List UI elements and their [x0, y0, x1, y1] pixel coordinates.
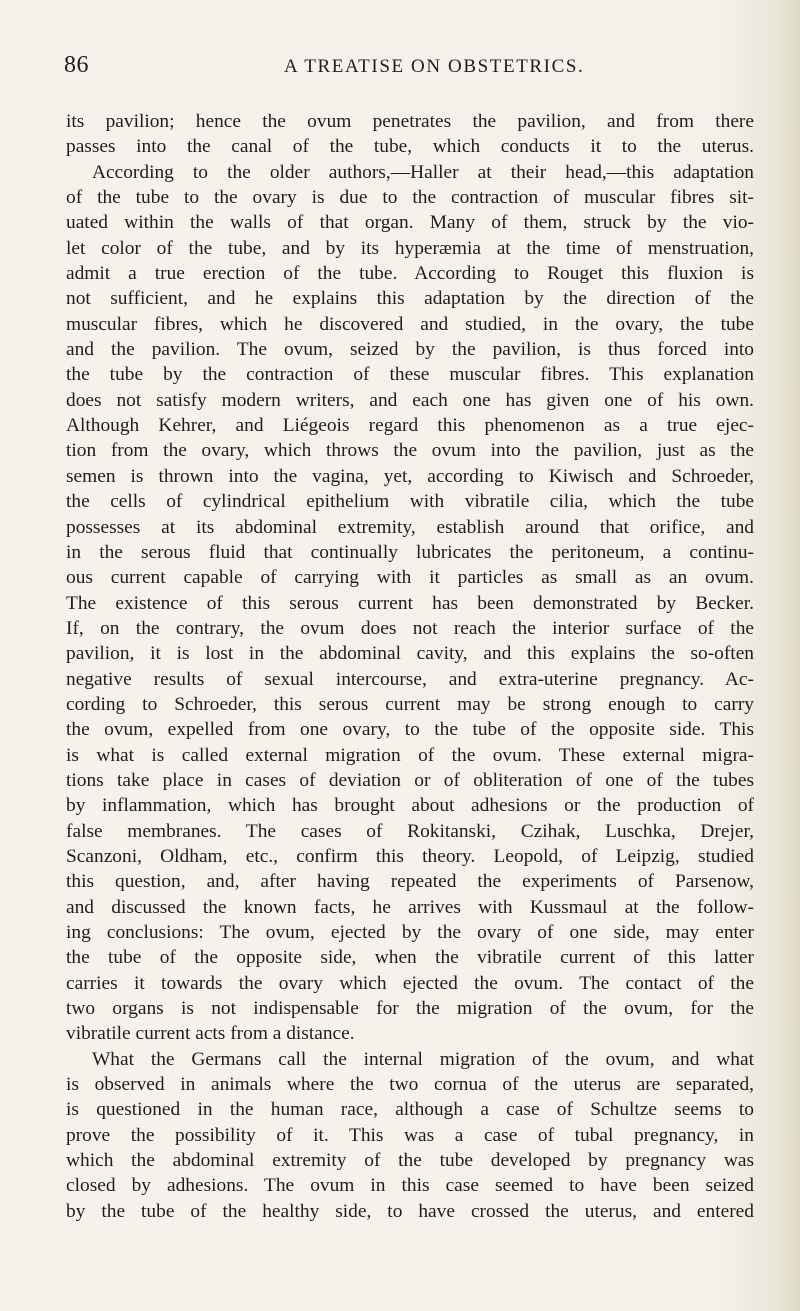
text-line: possesses at its abdominal extremity, establish around that orifice, and	[66, 516, 754, 538]
text-line: cording to Schroeder, this serous current may be strong enough to carry	[66, 693, 754, 715]
text-line: What the Germans call the internal migration of the ovum, and what	[92, 1048, 754, 1070]
text-line: ing conclusions: The ovum, ejected by the ovary of one side, may enter	[66, 922, 754, 943]
text-line: this question, and, after having repeated the experiments of Parsenow,	[66, 871, 754, 893]
text-line: and discussed the known facts, he arrives with Kussmaul at the follow-	[66, 896, 754, 918]
text-line: false membranes. The cases of Rokitanski, Czihak, Luschka, Drejer,	[66, 820, 754, 842]
text-line: tions take place in cases of deviation or of obliteration of one of the tubes	[66, 769, 754, 791]
text-line: admit a true erection of the tube. According to Rouget this fluxion is	[66, 263, 754, 285]
text-line: carries it towards the ovary which ejected the ovum. The contact of the	[66, 972, 754, 994]
text-line: According to the older authors,—Haller at their head,—this adaptation	[92, 161, 754, 183]
text-line: is observed in animals where the two cornua of the uterus are separated,	[66, 1074, 754, 1096]
text-line: If, on the contrary, the ovum does not reach the interior surface of the	[66, 617, 754, 639]
text-line: is what is called external migration of the ovum. These external migra-	[66, 744, 754, 766]
text-line: two organs is not indispensable for the migration of the ovum, for the	[66, 998, 754, 1020]
text-line: let color of the tube, and by its hyperæmia at the time of menstruation,	[66, 237, 754, 259]
text-line: and the pavilion. The ovum, seized by the pavilion, is thus forced into	[66, 339, 754, 361]
page-header	[64, 52, 744, 82]
text-line: tion from the ovary, which throws the ovum into the pavilion, just as the	[66, 440, 754, 462]
body-text	[66, 109, 754, 1224]
text-line: The existence of this serous current has been demonstrated by Becker.	[66, 592, 754, 614]
text-line: closed by adhesions. The ovum in this case seemed to have been seized	[66, 1175, 754, 1197]
text-line: which the abdominal extremity of the tube developed by pregnancy was	[66, 1150, 754, 1172]
text-line: ous current capable of carrying with it particles as small as an ovum.	[66, 567, 754, 589]
text-line: the tube of the opposite side, when the vibratile current of this latter	[66, 947, 754, 969]
text-line: semen is thrown into the vagina, yet, according to Kiwisch and Schroeder,	[66, 465, 754, 487]
text-line: does not satisfy modern writers, and each one has given one of his own.	[66, 389, 754, 411]
text-line: the cells of cylindrical epithelium with vibratile cilia, which the tube	[66, 491, 754, 513]
page-number: 86	[64, 52, 89, 78]
text-line: passes into the canal of the tube, which conducts it to the uterus.	[66, 136, 754, 158]
text-line: is questioned in the human race, although a case of Schultze seems to	[66, 1099, 754, 1121]
text-line: vibratile current acts from a distance.	[66, 1023, 355, 1045]
text-line: Scanzoni, Oldham, etc., confirm this theory. Leopold, of Leipzig, studied	[66, 845, 754, 867]
text-line: uated within the walls of that organ. Many of them, struck by the vio-	[66, 212, 754, 234]
text-line: not sufficient, and he explains this adaptation by the direction of the	[66, 288, 754, 310]
text-line: in the serous fluid that continually lubricates the peritoneum, a continu-	[66, 541, 754, 563]
text-line: muscular fibres, which he discovered and studied, in the ovary, the tube	[66, 313, 754, 335]
text-line: the tube by the contraction of these muscular fibres. This explanation	[66, 364, 754, 386]
text-line: prove the possibility of it. This was a case of tubal pregnancy, in	[66, 1124, 754, 1146]
text-line: Although Kehrer, and Liégeois regard this phenomenon as a true ejec-	[66, 415, 754, 437]
text-line: pavilion, it is lost in the abdominal cavity, and this explains the so-often	[66, 643, 754, 665]
text-line: its pavilion; hence the ovum penetrates the pavilion, and from there	[66, 111, 754, 132]
text-line: by inflammation, which has brought about adhesions or the production of	[66, 795, 754, 817]
text-line: by the tube of the healthy side, to have crossed the uterus, and entered	[66, 1200, 754, 1222]
running-title: A TREATISE ON OBSTETRICS.	[284, 56, 585, 77]
text-line: of the tube to the ovary is due to the contraction of muscular fibres sit-	[66, 187, 754, 209]
text-line: negative results of sexual intercourse, and extra-uterine pregnancy. Ac-	[66, 668, 754, 690]
text-line: the ovum, expelled from one ovary, to the tube of the opposite side. This	[66, 719, 754, 741]
